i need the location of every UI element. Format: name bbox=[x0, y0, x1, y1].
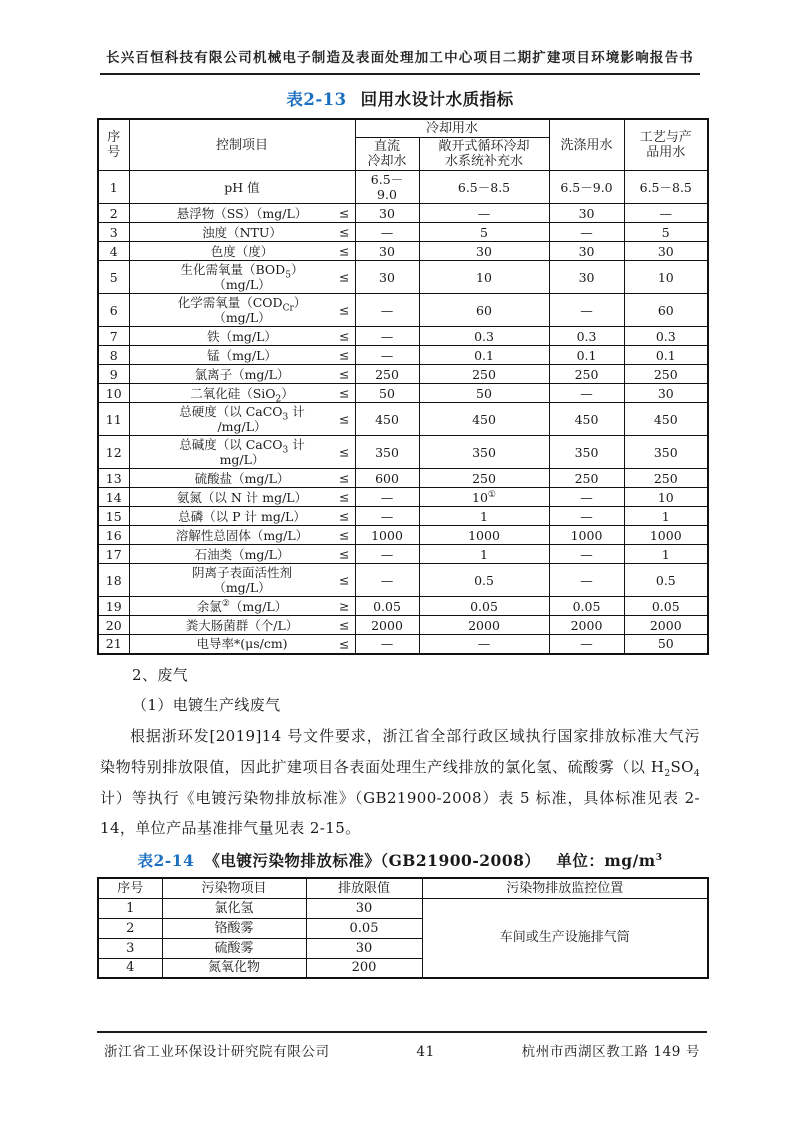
footer-page-number: 41 bbox=[416, 1044, 435, 1060]
table2-name: 《电镀污染物排放标准》（GB21900-2008） bbox=[204, 851, 541, 870]
value-cell: 0.5 bbox=[419, 564, 549, 597]
pollutant-cell: 氮氧化物 bbox=[162, 958, 306, 978]
table1-label: 表2-13 bbox=[286, 90, 347, 109]
value-cell: 0.1 bbox=[624, 346, 708, 365]
table-row bbox=[98, 294, 708, 327]
value-cell: 1000 bbox=[355, 526, 419, 545]
control-item-label: 铁（mg/L） bbox=[207, 328, 277, 344]
row-number-cell: 2 bbox=[98, 204, 129, 223]
row-number-cell: 5 bbox=[98, 261, 129, 294]
value-cell: 6.5－8.5 bbox=[419, 171, 549, 204]
value-cell: 2000 bbox=[624, 616, 708, 635]
pollutant-cell: 铬酸雾 bbox=[162, 918, 306, 938]
comparison-operator: ≤ bbox=[339, 444, 350, 460]
control-item-label: 锰（mg/L） bbox=[207, 347, 277, 363]
control-item-cell bbox=[129, 242, 355, 261]
control-item-label: 浊度（NTU） bbox=[202, 224, 282, 240]
row-number-cell: 16 bbox=[98, 526, 129, 545]
comparison-operator: ≤ bbox=[339, 489, 350, 505]
value-cell: 250 bbox=[549, 469, 624, 488]
row-number-cell: 17 bbox=[98, 545, 129, 564]
value-cell: 350 bbox=[549, 436, 624, 469]
control-item-cell bbox=[129, 488, 355, 507]
table-row bbox=[98, 223, 708, 242]
control-item-label: 石油类（mg/L） bbox=[194, 546, 290, 562]
table-2-13-water-quality bbox=[97, 118, 709, 655]
value-cell: — bbox=[355, 564, 419, 597]
table-row bbox=[98, 261, 708, 294]
value-cell: — bbox=[355, 635, 419, 654]
value-cell: — bbox=[355, 545, 419, 564]
value-cell: 60 bbox=[624, 294, 708, 327]
col-header-emission-limit: 排放限值 bbox=[306, 878, 422, 898]
section-heading-waste-gas: 2、废气 bbox=[132, 665, 189, 684]
emission-limit-cell: 30 bbox=[306, 898, 422, 918]
value-cell: 6.5－9.0 bbox=[549, 171, 624, 204]
table-row bbox=[98, 346, 708, 365]
col-header-open-circulating-makeup: 敞开式循环冷却 水系统补充水 bbox=[419, 138, 549, 171]
comparison-operator: ≤ bbox=[339, 328, 350, 344]
value-cell: 450 bbox=[624, 403, 708, 436]
value-cell: 0.3 bbox=[624, 327, 708, 346]
comparison-operator: ≤ bbox=[339, 546, 350, 562]
value-cell: 350 bbox=[355, 436, 419, 469]
table-row bbox=[98, 436, 708, 469]
control-item-cell bbox=[129, 384, 355, 403]
col-header-monitoring-location: 污染物排放监控位置 bbox=[422, 878, 708, 898]
value-cell: 2000 bbox=[419, 616, 549, 635]
value-cell: 1000 bbox=[549, 526, 624, 545]
value-cell: 30 bbox=[549, 261, 624, 294]
value-cell: 5 bbox=[419, 223, 549, 242]
control-item-cell bbox=[129, 204, 355, 223]
table1-header-row-1 bbox=[98, 119, 708, 138]
col-header-no: 序号 bbox=[98, 878, 162, 898]
value-cell: 350 bbox=[419, 436, 549, 469]
comparison-operator: ≥ bbox=[339, 598, 350, 614]
col-header-pollutant: 污染物项目 bbox=[162, 878, 306, 898]
row-number-cell: 7 bbox=[98, 327, 129, 346]
table-row bbox=[98, 526, 708, 545]
value-cell: 250 bbox=[549, 365, 624, 384]
footer-company: 浙江省工业环保设计研究院有限公司 bbox=[104, 1044, 330, 1060]
value-cell: 6.5－ 9.0 bbox=[355, 171, 419, 204]
col-header-no: 序 号 bbox=[98, 119, 129, 171]
value-cell: 0.05 bbox=[419, 597, 549, 616]
table1-title bbox=[0, 86, 800, 110]
value-cell: 30 bbox=[355, 204, 419, 223]
pollutant-cell: 硫酸雾 bbox=[162, 938, 306, 958]
table-row bbox=[98, 469, 708, 488]
control-item-cell bbox=[129, 261, 355, 294]
row-number-cell: 9 bbox=[98, 365, 129, 384]
value-cell: — bbox=[549, 564, 624, 597]
comparison-operator: ≤ bbox=[339, 572, 350, 588]
comparison-operator: ≤ bbox=[339, 470, 350, 486]
value-cell: — bbox=[419, 635, 549, 654]
control-item-cell bbox=[129, 294, 355, 327]
value-cell: — bbox=[549, 545, 624, 564]
value-cell: 5 bbox=[624, 223, 708, 242]
value-cell: 1000 bbox=[419, 526, 549, 545]
comparison-operator: ≤ bbox=[339, 508, 350, 524]
value-cell: 30 bbox=[355, 261, 419, 294]
value-cell: 10 bbox=[624, 261, 708, 294]
row-number-cell: 6 bbox=[98, 294, 129, 327]
value-cell: — bbox=[355, 488, 419, 507]
value-cell: 30 bbox=[419, 242, 549, 261]
value-cell: 250 bbox=[419, 365, 549, 384]
control-item-cell bbox=[129, 469, 355, 488]
value-cell: 1 bbox=[419, 507, 549, 526]
table-row bbox=[98, 898, 708, 918]
control-item-cell bbox=[129, 526, 355, 545]
value-cell: — bbox=[355, 327, 419, 346]
row-number-cell: 3 bbox=[98, 938, 162, 958]
table-2-14-emission-standard bbox=[97, 877, 709, 979]
value-cell: 50 bbox=[419, 384, 549, 403]
row-number-cell: 20 bbox=[98, 616, 129, 635]
value-cell: 250 bbox=[624, 365, 708, 384]
footer-address: 杭州市西湖区教工路 149 号 bbox=[521, 1044, 700, 1060]
header-rule bbox=[100, 73, 700, 75]
col-header-washing-water: 洗涤用水 bbox=[549, 119, 624, 171]
table-row bbox=[98, 597, 708, 616]
comparison-operator: ≤ bbox=[339, 527, 350, 543]
table2-title bbox=[0, 849, 800, 871]
body-paragraph: 根据浙环发[2019]14 号文件要求，浙江省全部行政区域执行国家排放标准大气污染物特别排放限值，因此扩建项目各表面处理生产线排放的氯化氢、硫酸雾（以 $H_2SO_4$ 计）等执行《电镀污染物排放标准》（GB21900-2008）表 5 标准，具体标准见表 2-14，单位产品基准排气量见表 2-15。 bbox=[100, 727, 700, 838]
control-item-cell bbox=[129, 635, 355, 654]
control-item-label: 总硬度（以 CaCO$_3$ 计 /mg/L） bbox=[179, 404, 305, 434]
table-row bbox=[98, 327, 708, 346]
value-cell: 10① bbox=[419, 488, 549, 507]
control-item-cell bbox=[129, 365, 355, 384]
value-cell: 450 bbox=[355, 403, 419, 436]
table-row bbox=[98, 635, 708, 654]
document-footer bbox=[104, 1040, 700, 1060]
comparison-operator: ≤ bbox=[339, 243, 350, 259]
row-number-cell: 1 bbox=[98, 898, 162, 918]
value-cell: — bbox=[355, 346, 419, 365]
monitoring-location-cell: 车间或生产设施排气筒 bbox=[422, 898, 708, 978]
control-item-label: 总磷（以 P 计 mg/L） bbox=[178, 508, 306, 524]
row-number-cell: 8 bbox=[98, 346, 129, 365]
comparison-operator: ≤ bbox=[339, 205, 350, 221]
control-item-label: 氯离子（mg/L） bbox=[194, 366, 290, 382]
table-row bbox=[98, 507, 708, 526]
comparison-operator: ≤ bbox=[339, 636, 350, 652]
table2-header-row bbox=[98, 878, 708, 898]
value-cell: 350 bbox=[624, 436, 708, 469]
value-cell: 1 bbox=[624, 507, 708, 526]
value-cell: — bbox=[549, 294, 624, 327]
control-item-label: 电导率*(μs/cm) bbox=[196, 636, 288, 652]
value-cell: 2000 bbox=[355, 616, 419, 635]
value-cell: 0.5 bbox=[624, 564, 708, 597]
control-item-cell bbox=[129, 346, 355, 365]
row-number-cell: 14 bbox=[98, 488, 129, 507]
value-cell: 250 bbox=[419, 469, 549, 488]
control-item-label: 氨氮（以 N 计 mg/L） bbox=[176, 489, 308, 505]
value-cell: — bbox=[549, 507, 624, 526]
table1-name: 回用水设计水质指标 bbox=[360, 90, 514, 109]
control-item-label: 粪大肠菌群（个/L） bbox=[185, 617, 299, 633]
table2-unit: 单位：$mg/m^3$ bbox=[556, 851, 663, 870]
col-header-direct-cooling: 直流 冷却水 bbox=[355, 138, 419, 171]
control-item-label: 硫酸盐（mg/L） bbox=[194, 470, 290, 486]
control-item-label: 色度（度） bbox=[210, 243, 274, 259]
comparison-operator: ≤ bbox=[339, 617, 350, 633]
comparison-operator: ≤ bbox=[339, 385, 350, 401]
row-number-cell: 13 bbox=[98, 469, 129, 488]
table-row bbox=[98, 384, 708, 403]
pollutant-cell: 氯化氢 bbox=[162, 898, 306, 918]
subsection-heading-electroplating-gas: （1）电镀生产线废气 bbox=[132, 696, 281, 715]
value-cell: — bbox=[419, 204, 549, 223]
row-number-cell: 1 bbox=[98, 171, 129, 204]
table-row bbox=[98, 545, 708, 564]
value-cell: 0.1 bbox=[549, 346, 624, 365]
value-cell: 50 bbox=[355, 384, 419, 403]
value-cell: 50 bbox=[624, 635, 708, 654]
value-cell: 1 bbox=[419, 545, 549, 564]
control-item-label: 余氯②（mg/L） bbox=[196, 598, 288, 614]
control-item-label: 溶解性总固体（mg/L） bbox=[175, 527, 309, 543]
value-cell: 1 bbox=[624, 545, 708, 564]
value-cell: 60 bbox=[419, 294, 549, 327]
control-item-label: 总碱度（以 CaCO$_3$ 计 mg/L） bbox=[179, 437, 305, 467]
control-item-cell bbox=[129, 171, 355, 204]
control-item-cell bbox=[129, 545, 355, 564]
table-row bbox=[98, 242, 708, 261]
value-cell: 0.1 bbox=[419, 346, 549, 365]
emission-limit-cell: 30 bbox=[306, 938, 422, 958]
value-cell: 450 bbox=[419, 403, 549, 436]
row-number-cell: 4 bbox=[98, 958, 162, 978]
control-item-cell bbox=[129, 436, 355, 469]
value-cell: — bbox=[355, 294, 419, 327]
row-number-cell: 18 bbox=[98, 564, 129, 597]
row-number-cell: 4 bbox=[98, 242, 129, 261]
table-row bbox=[98, 616, 708, 635]
header-title: 长兴百恒科技有限公司机械电子制造及表面处理加工中心项目二期扩建项目环境影响报告书 bbox=[106, 50, 694, 66]
value-cell: 30 bbox=[549, 242, 624, 261]
value-cell: — bbox=[549, 223, 624, 242]
table-row bbox=[98, 403, 708, 436]
table2-label: 表2-14 bbox=[137, 851, 195, 870]
value-cell: — bbox=[549, 384, 624, 403]
control-item-cell bbox=[129, 327, 355, 346]
row-number-cell: 19 bbox=[98, 597, 129, 616]
value-cell: 0.05 bbox=[549, 597, 624, 616]
value-cell: 0.3 bbox=[549, 327, 624, 346]
comparison-operator: ≤ bbox=[339, 347, 350, 363]
emission-limit-cell: 0.05 bbox=[306, 918, 422, 938]
col-header-control-item: 控制项目 bbox=[129, 119, 355, 171]
value-cell: 30 bbox=[624, 384, 708, 403]
col-header-process-product-water: 工艺与产 品用水 bbox=[624, 119, 708, 171]
value-cell: 1000 bbox=[624, 526, 708, 545]
col-header-cooling-water-group: 冷却用水 bbox=[355, 119, 549, 138]
table-row bbox=[98, 365, 708, 384]
value-cell: — bbox=[355, 507, 419, 526]
control-item-label: 阴离子表面活性剂 （mg/L） bbox=[191, 565, 292, 595]
value-cell: 2000 bbox=[549, 616, 624, 635]
row-number-cell: 21 bbox=[98, 635, 129, 654]
value-cell: 30 bbox=[355, 242, 419, 261]
comparison-operator: ≤ bbox=[339, 302, 350, 318]
comparison-operator: ≤ bbox=[339, 269, 350, 285]
row-number-cell: 12 bbox=[98, 436, 129, 469]
value-cell: 0.05 bbox=[355, 597, 419, 616]
emission-limit-cell: 200 bbox=[306, 958, 422, 978]
comparison-operator: ≤ bbox=[339, 366, 350, 382]
table-row bbox=[98, 171, 708, 204]
comparison-operator: ≤ bbox=[339, 411, 350, 427]
value-cell: 10 bbox=[419, 261, 549, 294]
row-number-cell: 3 bbox=[98, 223, 129, 242]
control-item-cell bbox=[129, 403, 355, 436]
row-number-cell: 15 bbox=[98, 507, 129, 526]
comparison-operator: ≤ bbox=[339, 224, 350, 240]
table-row bbox=[98, 488, 708, 507]
value-cell: 6.5－8.5 bbox=[624, 171, 708, 204]
control-item-cell bbox=[129, 597, 355, 616]
value-cell: — bbox=[355, 223, 419, 242]
table-row bbox=[98, 564, 708, 597]
footer-rule bbox=[97, 1031, 707, 1033]
value-cell: 30 bbox=[549, 204, 624, 223]
value-cell: 0.3 bbox=[419, 327, 549, 346]
row-number-cell: 2 bbox=[98, 918, 162, 938]
value-cell: — bbox=[549, 635, 624, 654]
control-item-cell bbox=[129, 223, 355, 242]
control-item-label: 悬浮物（SS）（mg/L） bbox=[176, 205, 308, 221]
control-item-label: 二氧化硅（SiO$_2$） bbox=[190, 385, 294, 403]
row-number-cell: 10 bbox=[98, 384, 129, 403]
value-cell: 0.05 bbox=[624, 597, 708, 616]
value-cell: 250 bbox=[624, 469, 708, 488]
control-item-label: pH 值 bbox=[224, 179, 260, 195]
control-item-cell bbox=[129, 616, 355, 635]
control-item-label: 生化需氧量$(BOD_5)$ （mg/L） bbox=[180, 262, 304, 292]
value-cell: 30 bbox=[624, 242, 708, 261]
control-item-cell bbox=[129, 564, 355, 597]
value-cell: — bbox=[549, 488, 624, 507]
value-cell: — bbox=[624, 204, 708, 223]
row-number-cell: 11 bbox=[98, 403, 129, 436]
value-cell: 450 bbox=[549, 403, 624, 436]
control-item-label: 化学需氧量$(COD_{Cr})$ （mg/L） bbox=[177, 295, 307, 325]
value-cell: 10 bbox=[624, 488, 708, 507]
body-text-block bbox=[100, 660, 700, 845]
table-row bbox=[98, 204, 708, 223]
value-cell: 600 bbox=[355, 469, 419, 488]
control-item-cell bbox=[129, 507, 355, 526]
value-cell: 250 bbox=[355, 365, 419, 384]
